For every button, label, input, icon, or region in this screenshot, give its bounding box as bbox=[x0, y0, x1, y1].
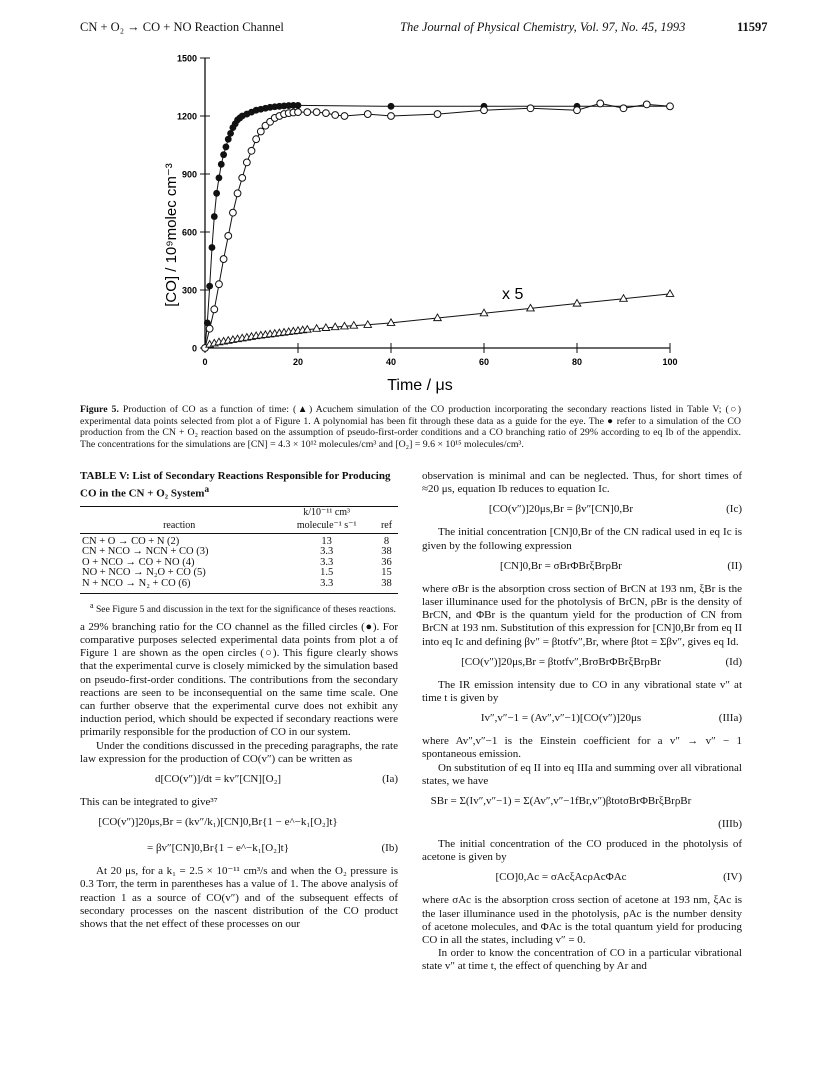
data-point-open-circle bbox=[323, 110, 330, 117]
data-point-filled-circle bbox=[220, 151, 227, 158]
figure-caption bbox=[80, 404, 741, 450]
table-cell-reaction: O + NCO → CO + NO (4) bbox=[82, 556, 195, 568]
equation-ii: [CN]0,Br = σBrΦBrξBrρBr (II) bbox=[500, 559, 742, 572]
chart-series bbox=[202, 100, 674, 351]
left-column bbox=[80, 470, 398, 931]
right-paragraph-5: where Av″,v″−1 is the Einstein coefficient for a v″ → v″ − 1 spontaneous emission. bbox=[422, 735, 742, 761]
data-point-open-circle bbox=[211, 306, 218, 313]
table-cell-ref: 8 bbox=[383, 535, 390, 547]
table-cell-k: 3.3 bbox=[278, 579, 375, 593]
y-tick-label: 1500 bbox=[176, 53, 197, 64]
figure-5-chart bbox=[130, 40, 710, 400]
table-cell-reaction: CN + NCO → NCN + CO (3) bbox=[82, 546, 209, 558]
col-k-header-1: k/10⁻¹¹ cm³ bbox=[278, 506, 375, 520]
data-point-open-circle bbox=[388, 113, 395, 120]
equation-iv: [CO]0,Ac = σAcξAcρAcΦAc (IV) bbox=[495, 871, 742, 884]
right-paragraph-8: where σAc is the absorption cross section of acetone at 193 nm, ξAc is the laser illuminance used in the photolysis, ρAc is the number density of acetone molecules, and ΦAc is the total quantum yield for producing CO in all the states, including v″ = 0. bbox=[422, 894, 742, 947]
data-point-filled-circle bbox=[388, 103, 395, 110]
equation-ib-line-1: [CO(v″)]20μs,Br = (kv″/k₁)[CN]0,Br{1 − e^−k₁[O₂]t} bbox=[98, 816, 338, 829]
equation-ib-line-2: = βv″[CN]0,Br{1 − e^−k₁[O₂]t} (Ib) bbox=[147, 842, 398, 855]
equation-iiib-number: (IIIb) bbox=[718, 818, 742, 831]
y-tick-label: 900 bbox=[181, 169, 197, 180]
y-tick-label: 300 bbox=[181, 285, 197, 296]
table-cell-ref: 15 bbox=[381, 567, 392, 579]
table-cell-reaction: CN + O → CO + N (2) bbox=[82, 535, 180, 547]
data-point-open-circle bbox=[225, 232, 232, 239]
caption-label: Figure 5. bbox=[80, 404, 119, 415]
data-point-open-circle bbox=[332, 112, 339, 119]
data-point-open-circle bbox=[243, 159, 250, 166]
table-cell-ref: 38 bbox=[375, 579, 398, 593]
table-cell-ref: 36 bbox=[381, 556, 392, 568]
col-k-header-2: molecule⁻¹ s⁻¹ bbox=[278, 520, 375, 534]
x-tick-label: 20 bbox=[292, 357, 304, 367]
data-point-open-circle bbox=[597, 100, 604, 107]
data-point-open-triangle bbox=[350, 322, 358, 329]
right-paragraph-1: observation is minimal and can be neglected. Thus, for short times of ≈20 μs, equation Ib reduces to equation Ic. bbox=[422, 470, 742, 496]
data-point-open-circle bbox=[574, 107, 581, 114]
data-point-filled-circle bbox=[209, 244, 216, 251]
data-point-open-circle bbox=[304, 109, 311, 116]
table-cell-ref: 38 bbox=[381, 546, 392, 558]
right-paragraph-3: where σBr is the absorption cross section of BrCN at 193 nm, ξBr is the laser illuminance used for the photolysis of BrCN, ρBr is the density of BrCN, and ΦBr is the quantum yield for the production of CN from BrCN at 193 nm. Substitution of this expression for [CN]0,Br from eq II into eq Ic and defining βv″ = βtotfv″,Br, where βtot = Σβv″, gives eq Id. bbox=[422, 582, 742, 648]
data-point-open-circle bbox=[216, 281, 223, 288]
scale-annotation: x 5 bbox=[502, 286, 524, 303]
x-tick-label: 80 bbox=[571, 357, 583, 367]
table-cell-k: 1.5 bbox=[320, 567, 334, 579]
data-point-open-circle bbox=[295, 109, 302, 116]
running-header-title: CN + O₂ → CO + NO Reaction Channel bbox=[80, 20, 284, 34]
equation-ia: d[CO(v″)]/dt = kv″[CN][O₂] (Ia) bbox=[154, 773, 398, 786]
series-line-1 bbox=[205, 103, 670, 348]
equation-ic: [CO(v″)]20μs,Br = βv″[CN]0,Br (Ic) bbox=[488, 503, 742, 516]
data-point-open-circle bbox=[667, 103, 674, 110]
data-point-filled-circle bbox=[225, 136, 232, 143]
data-point-open-circle bbox=[481, 107, 488, 114]
y-tick-label: 0 bbox=[191, 343, 197, 354]
data-point-open-circle bbox=[239, 174, 246, 181]
x-tick-label: 0 bbox=[202, 357, 208, 367]
equation-id: [CO(v″)]20μs,Br = βtotfv″,BrσBrΦBrξBrρBr (Id) bbox=[461, 655, 742, 668]
data-point-filled-circle bbox=[227, 130, 234, 137]
data-point-open-circle bbox=[206, 325, 213, 332]
data-point-open-triangle bbox=[666, 290, 674, 297]
data-point-open-circle bbox=[364, 111, 371, 118]
data-point-open-circle bbox=[434, 111, 441, 118]
right-column bbox=[422, 470, 742, 974]
data-point-open-circle bbox=[341, 113, 348, 120]
data-point-open-circle bbox=[220, 256, 227, 263]
x-tick-label: 40 bbox=[385, 357, 397, 367]
data-point-open-circle bbox=[248, 147, 255, 154]
data-point-open-circle bbox=[257, 128, 264, 135]
right-paragraph-6: On substitution of eq II into eq IIIa and summing over all vibrational states, we have bbox=[422, 761, 742, 787]
table-v bbox=[80, 506, 398, 594]
table-cell-reaction: N + NCO → N₂ + CO (6) bbox=[80, 579, 278, 593]
data-point-filled-circle bbox=[216, 174, 223, 181]
y-tick-label: 1200 bbox=[176, 111, 197, 122]
col-ref-header: ref bbox=[375, 520, 398, 534]
data-point-open-circle bbox=[643, 101, 650, 108]
y-tick-label: 600 bbox=[181, 227, 197, 238]
data-point-filled-circle bbox=[206, 283, 213, 290]
data-point-open-circle bbox=[230, 209, 237, 216]
data-point-open-circle bbox=[527, 105, 534, 112]
page-number: 11597 bbox=[737, 20, 768, 34]
data-point-filled-circle bbox=[218, 161, 225, 168]
data-point-filled-circle bbox=[213, 190, 220, 197]
table-title: TABLE V: List of Secondary Reactions Responsible for Producing CO in the CN + O₂ System$^a$ bbox=[80, 470, 391, 500]
equation-iiib: SBr = Σ(Iv″,v″−1) = Σ(Av″,v″−1fBr,v″)βtotσBrΦBrξBrρBr bbox=[430, 795, 692, 808]
left-paragraph-2: Under the conditions discussed in the preceding paragraphs, the rate law expression for the production of CO(v″) can be written as bbox=[80, 739, 398, 765]
journal-citation: The Journal of Physical Chemistry, Vol. 97, No. 45, 1993 bbox=[400, 20, 686, 34]
data-point-filled-circle bbox=[223, 144, 230, 151]
data-point-open-circle bbox=[234, 190, 241, 197]
data-point-open-circle bbox=[253, 136, 260, 143]
data-point-open-circle bbox=[620, 105, 627, 112]
left-paragraph-4: At 20 μs, for a k₁ = 2.5 × 10⁻¹¹ cm³/s and when the O₂ pressure is 0.3 Torr, the term in parentheses has a value of 1. The above analysis of reaction 1 as a source of CO(v″) and of the subsequent effects of secondary processes on the nascent distribution of the CO product shows that the net effect of these processes on our bbox=[80, 865, 398, 931]
right-paragraph-7: The initial concentration of the CO produced in the photolysis of acetone is given by bbox=[422, 838, 742, 864]
x-tick-label: 60 bbox=[478, 357, 490, 367]
data-point-filled-circle bbox=[295, 102, 302, 109]
table-cell-reaction: NO + NCO → N₂O + CO (5) bbox=[82, 567, 206, 579]
col-reaction-header: reaction bbox=[80, 520, 278, 534]
left-paragraph-3: This can be integrated to give³⁷ bbox=[80, 796, 218, 809]
data-point-open-triangle bbox=[313, 325, 321, 332]
series-line-0 bbox=[205, 105, 670, 348]
equation-iiia: Iv″,v″−1 = (Av″,v″−1)[CO(v″)]20μs (IIIa) bbox=[480, 712, 742, 725]
data-point-filled-circle bbox=[211, 213, 218, 220]
caption-text: Production of CO as a function of time: (▲) Acuchem simulation of the CO production incorporating the secondary reactions listed in Table V; (○) experimental data points selected from plot a of Figure 1. A polynomial has been fit through these data as a guide for the eye. The ● refer to a simulation of the CO production from the CN + O₂ reaction based on the assumption of pseudo-first-order conditions and a CO branching ratio of 29% according to eq Ib of the appendix. The concentrations for the simulations are [CN] = 4.3 × 10¹² molecules/cm³ and [O₂] = 9.6 × 10¹⁵ molecules/cm³. bbox=[80, 404, 741, 450]
table-cell-k: 13 bbox=[321, 535, 332, 547]
right-paragraph-9: In order to know the concentration of CO in a particular vibrational state v″ at time t, the effect of quenching by Ar and bbox=[422, 947, 742, 973]
right-paragraph-2: The initial concentration [CN]0,Br of the CN radical used in eq Ic is given by the following expression bbox=[422, 526, 742, 552]
table-cell-k: 3.3 bbox=[320, 556, 334, 568]
x-tick-label: 100 bbox=[662, 357, 678, 367]
table-cell-k: 3.3 bbox=[320, 546, 334, 558]
table-footnote: $^a$ See Figure 5 and discussion in the text for the significance of theses reactions. bbox=[90, 600, 396, 615]
right-paragraph-4: The IR emission intensity due to CO in any vibrational state v″ at time t is given by bbox=[422, 678, 742, 705]
left-paragraph-1: a 29% branching ratio for the CO channel as the filled circles (●). For comparative purposes selected experimental data points from plot a of Figure 1 are shown as the open circles (○). This figure clearly shows that the experimental curve is closely mimicked by the simulation based on pseudo-first-order conditions. The contributions from the secondary reactions are seen to be inconsequential on the same time scale. One can further observe that the experimental curve does not exhibit any induction period, which should be expected if secondary reactions were primarily responsible for the production of CO in our system. bbox=[80, 620, 398, 739]
y-axis-label: [CO] / 10⁹molec cm⁻³ bbox=[163, 163, 180, 307]
x-axis-label: Time / μs bbox=[387, 377, 453, 394]
data-point-open-circle bbox=[313, 109, 320, 116]
